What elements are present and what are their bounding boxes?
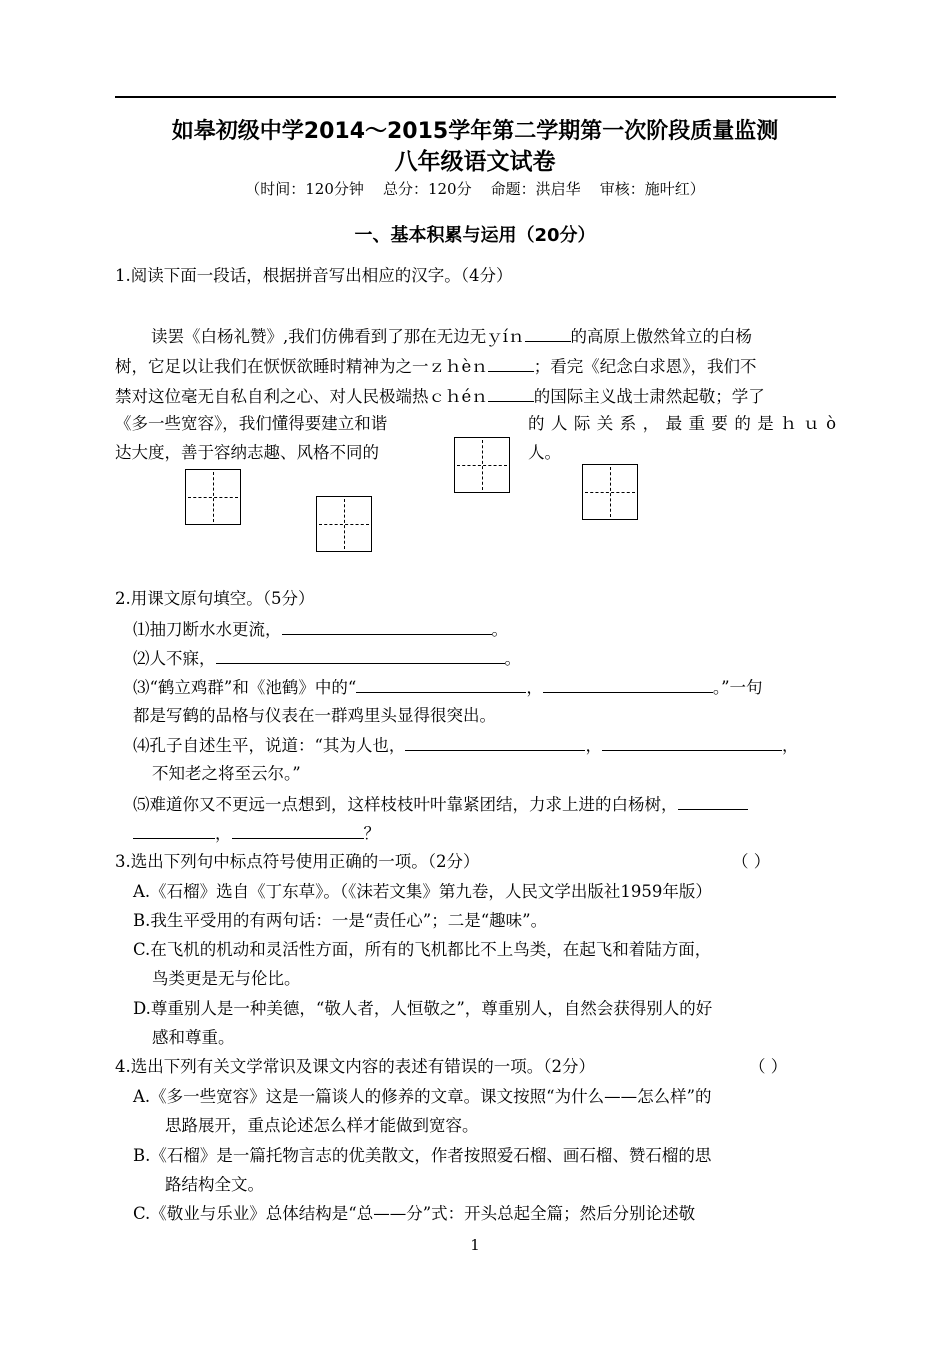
answer-paren[interactable]: （ ） bbox=[732, 852, 771, 871]
option-c-cont: 鸟类更是无与伦比。 bbox=[152, 969, 301, 988]
q2-text: ， bbox=[215, 824, 232, 843]
q2-text: 。 bbox=[504, 649, 521, 668]
q2-text: ⑷孔子自述生平，说道：“其为人也， bbox=[133, 736, 406, 755]
answer-blank[interactable] bbox=[678, 792, 748, 810]
answer-blank[interactable] bbox=[488, 384, 534, 402]
option-d-cont: 感和尊重。 bbox=[152, 1028, 235, 1047]
exam-meta: （时间：120分钟 总分：120分 命题：洪启华 审核：施叶红） bbox=[245, 180, 705, 198]
q3-stem: 3.选出下列句中标点符号使用正确的一项。（2分） bbox=[115, 852, 480, 871]
answer-blank[interactable] bbox=[525, 324, 571, 342]
q4-stem: 4.选出下列有关文学常识及课文内容的表述有错误的一项。（2分） bbox=[115, 1057, 595, 1076]
character-box[interactable] bbox=[185, 469, 241, 525]
exam-subtitle: 八年级语文试卷 bbox=[394, 149, 556, 175]
q2-item bbox=[133, 617, 508, 642]
q1-text: 读罢《白杨礼赞》,我们仿佛看到了那在无边无ｙíｎ bbox=[151, 327, 525, 346]
q2-text: 不知老之将至云尔。” bbox=[152, 764, 301, 783]
q1-line bbox=[151, 324, 752, 349]
answer-blank[interactable] bbox=[405, 733, 585, 751]
q1-text: 《多一些宽容》，我们懂得要建立和谐 bbox=[115, 414, 388, 433]
q2-stem: 2.用课文原句填空。（5分） bbox=[115, 589, 315, 608]
option-a-cont: 思路展开，重点论述怎么样才能做到宽容。 bbox=[165, 1116, 479, 1135]
q2-text: 。”一句 bbox=[712, 678, 763, 697]
answer-blank[interactable] bbox=[602, 733, 782, 751]
q1-line bbox=[115, 354, 757, 379]
q1-line bbox=[115, 384, 765, 409]
q2-text: 。 bbox=[491, 620, 508, 639]
q2-item bbox=[133, 733, 798, 758]
q2-item bbox=[133, 821, 380, 846]
q1-text: 的国际主义战士肃然起敬；学了 bbox=[533, 387, 765, 406]
q2-text: 都是写鹤的品格与仪表在一群鸡里头显得很突出。 bbox=[133, 706, 496, 725]
q2-item bbox=[133, 792, 748, 817]
answer-blank[interactable] bbox=[282, 617, 492, 635]
q2-item bbox=[133, 675, 763, 700]
answer-blank[interactable] bbox=[232, 821, 364, 839]
q2-text: ， bbox=[585, 736, 602, 755]
q2-text: ⑵人不寐， bbox=[133, 649, 216, 668]
q1-text: 禁对这位毫无自私自利之心、对人民极端热ｃｈéｎ bbox=[115, 387, 488, 406]
q1-text: 的高原上傲然耸立的白杨 bbox=[570, 327, 753, 346]
answer-blank[interactable] bbox=[488, 354, 534, 372]
answer-blank[interactable] bbox=[543, 675, 713, 693]
q2-text: ⑶“鹤立鸡群”和《池鹤》中的“ bbox=[133, 678, 357, 697]
q1-text: ；看完《纪念白求恩》，我们不 bbox=[533, 357, 757, 376]
character-box[interactable] bbox=[582, 464, 638, 520]
option-b: B.《石榴》是一篇托物言志的优美散文，作者按照爱石榴、画石榴、赞石榴的思 bbox=[133, 1146, 712, 1165]
section-title: 一、基本积累与运用（20分） bbox=[354, 225, 596, 246]
q2-text: ？ bbox=[363, 824, 380, 843]
option-d: D.尊重别人是一种美德，“敬人者，人恒敬之”，尊重别人，自然会获得别人的好 bbox=[133, 999, 713, 1018]
answer-paren[interactable]: （ ） bbox=[749, 1057, 788, 1076]
answer-blank[interactable] bbox=[216, 646, 505, 664]
answer-blank[interactable] bbox=[133, 821, 215, 839]
q1-text: 达大度，善于容纳志趣、风格不同的 bbox=[115, 443, 379, 462]
header-rule bbox=[115, 96, 836, 98]
q2-text: ， bbox=[526, 678, 543, 697]
answer-blank[interactable] bbox=[356, 675, 526, 693]
option-b: B.我生平受用的有两句话：一是“责任心”；二是“趣味”。 bbox=[133, 911, 548, 930]
q1-text: 树，它足以让我们在恹恹欲睡时精神为之一ｚｈèｎ bbox=[115, 357, 488, 376]
q2-text: ⑴抽刀断水水更流， bbox=[133, 620, 282, 639]
page-number: 1 bbox=[470, 1236, 480, 1254]
option-c: C.在飞机的机动和灵活性方面，所有的飞机都比不上鸟类，在起飞和着陆方面， bbox=[133, 940, 712, 959]
q1-stem: 1.阅读下面一段话，根据拼音写出相应的汉字。（4分） bbox=[115, 266, 513, 285]
character-box[interactable] bbox=[316, 496, 372, 552]
option-b-cont: 路结构全文。 bbox=[165, 1175, 264, 1194]
option-c: C.《敬业与乐业》总体结构是“总——分”式：开头总起全篇；然后分别论述敬 bbox=[133, 1204, 696, 1223]
exam-title: 如皋初级中学2014～2015学年第二学期第一次阶段质量监测 bbox=[171, 119, 779, 144]
q2-text: ， bbox=[781, 736, 799, 755]
q2-item bbox=[133, 646, 521, 671]
character-box[interactable] bbox=[454, 437, 510, 493]
option-a: A.《多一些宽容》这是一篇谈人的修养的文章。课文按照“为什么——怎么样”的 bbox=[133, 1087, 712, 1106]
q1-text: 的人际关系，最重要的是ｈｕò bbox=[528, 414, 836, 433]
q2-text: ⑸难道你又不更远一点想到，这样枝枝叶叶靠紧团结，力求上进的白杨树， bbox=[133, 795, 678, 814]
q1-text: 人。 bbox=[528, 443, 561, 462]
option-a: A.《石榴》选自《丁东草》。（《沫若文集》第九卷，人民文学出版社1959年版） bbox=[133, 882, 712, 901]
